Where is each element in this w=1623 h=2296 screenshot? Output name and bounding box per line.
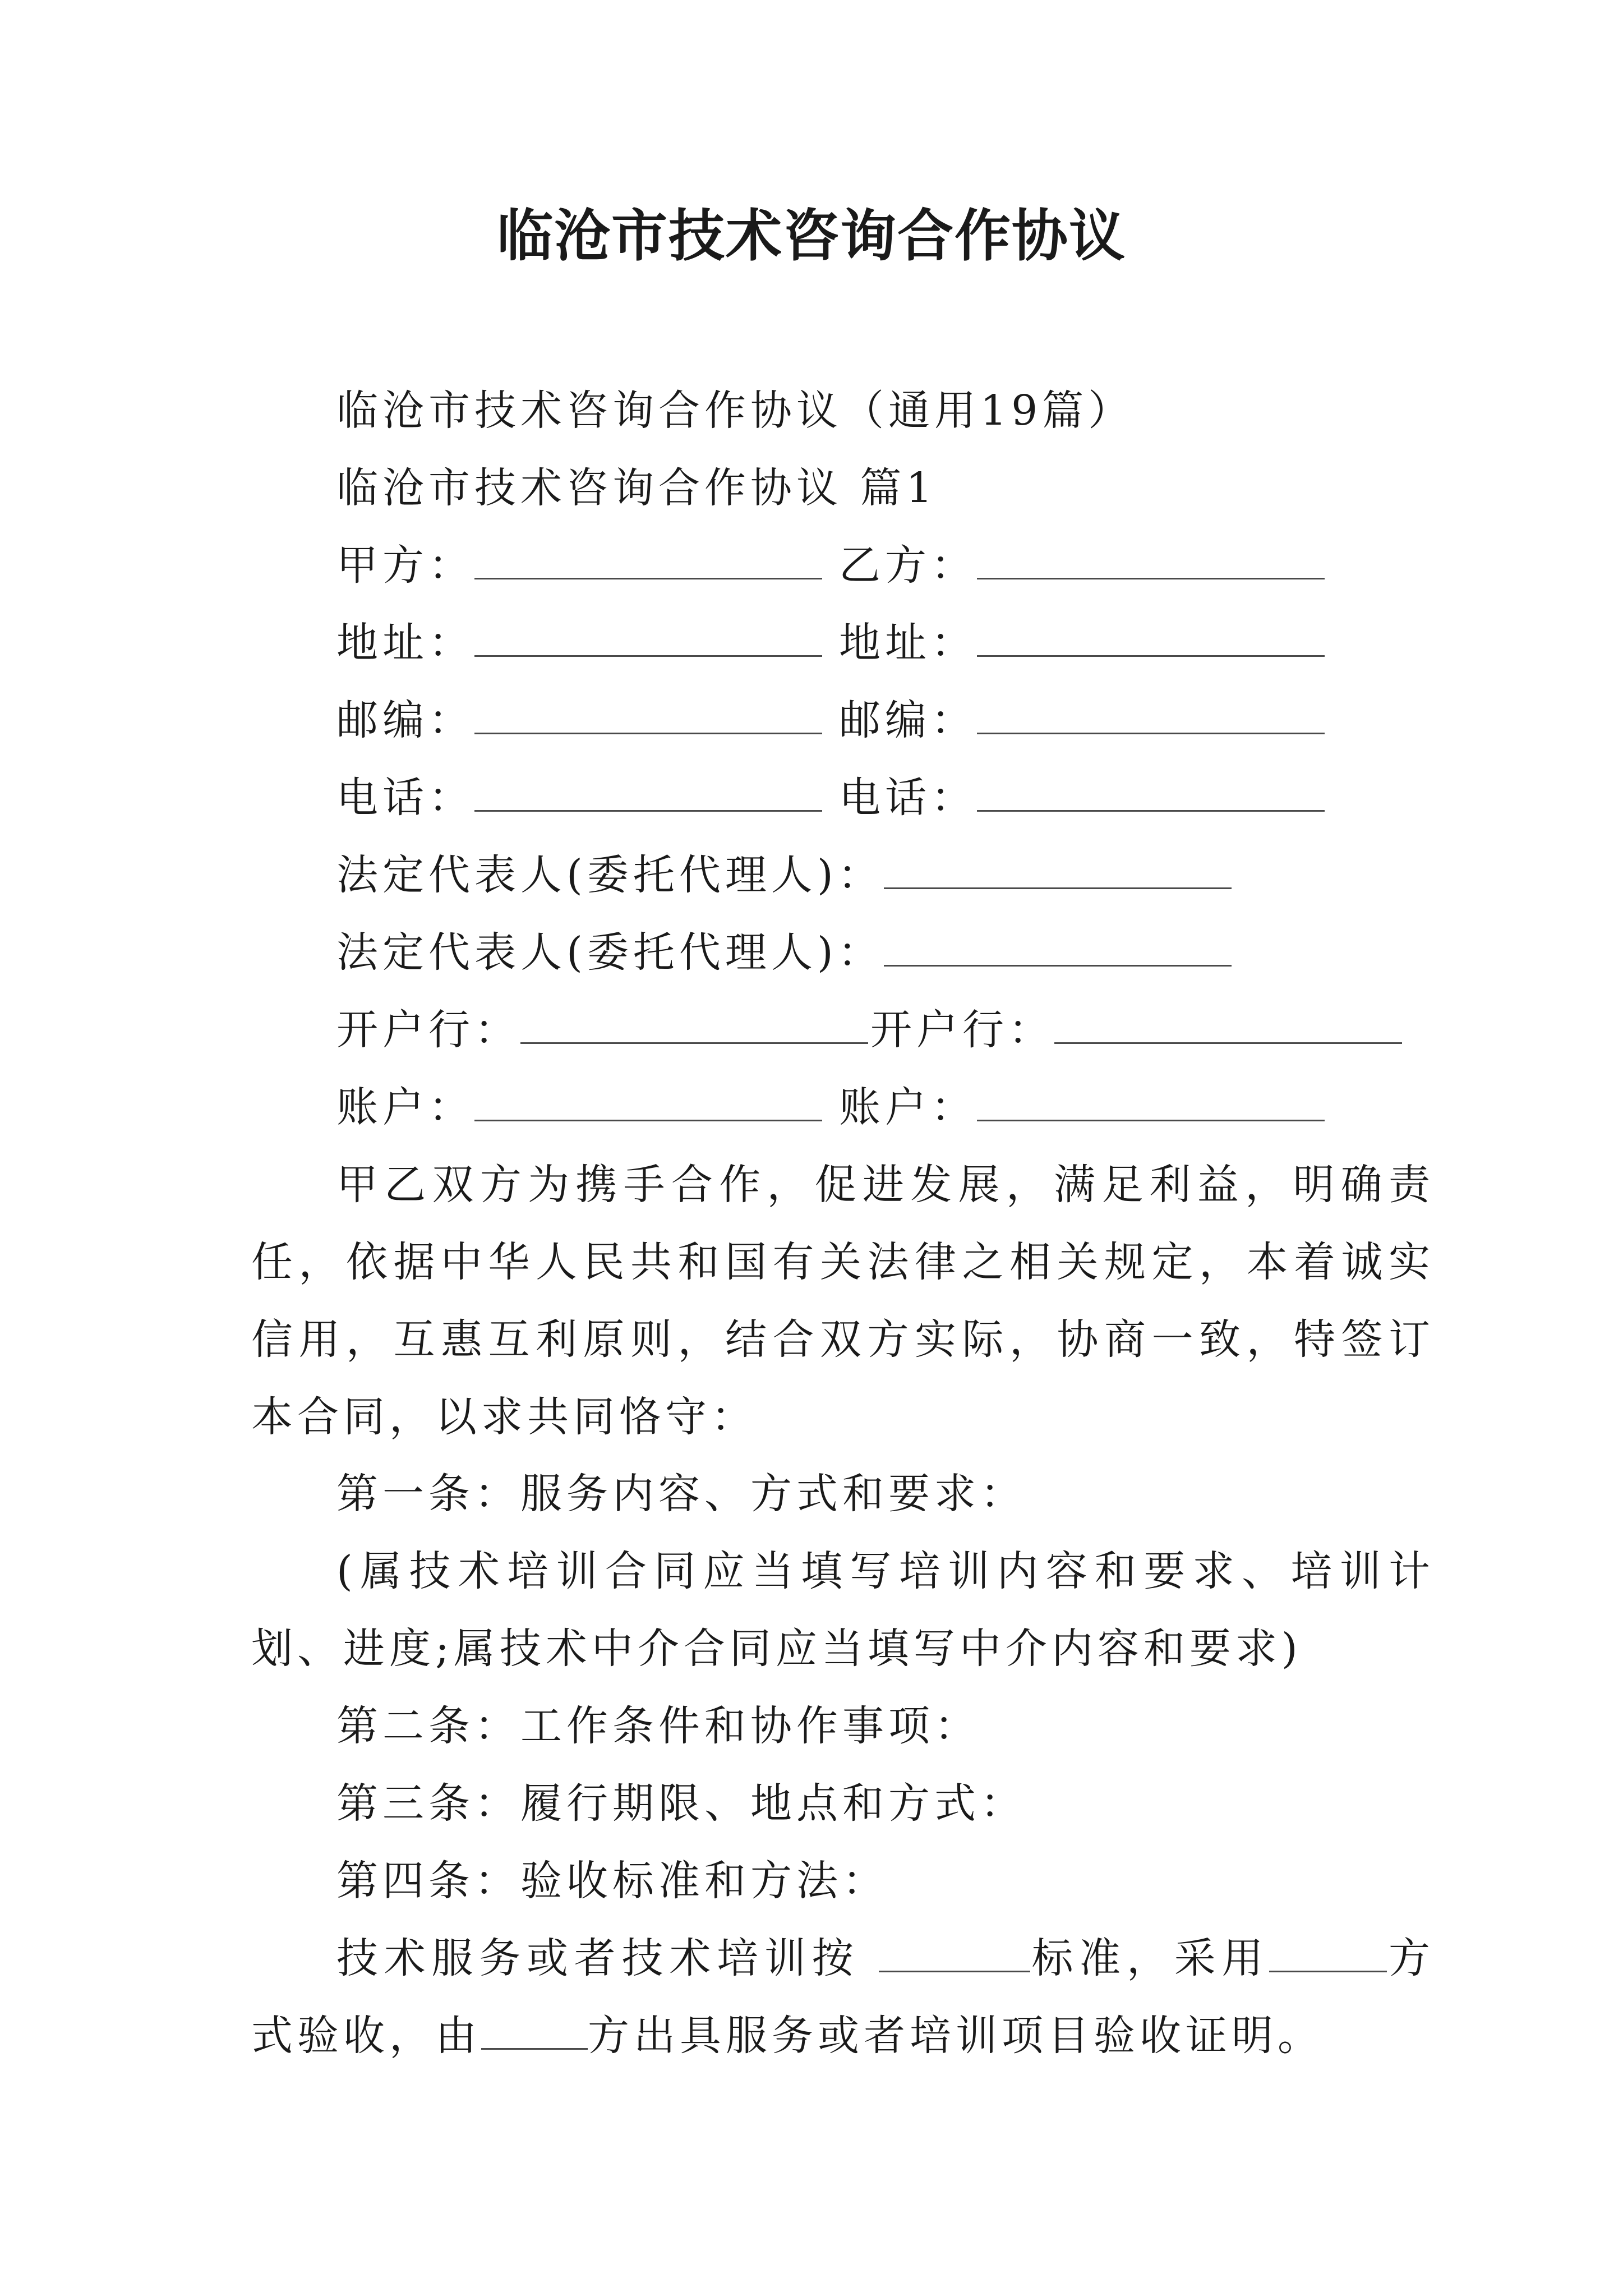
phone-b-label: 电话： <box>839 774 977 822</box>
address-a-field <box>336 615 822 671</box>
legal-rep-b-blank <box>884 930 1232 967</box>
article-4: 第四条：验收标准和方法： <box>336 1857 888 1905</box>
party-a-blank <box>474 543 822 579</box>
bank-b-label: 开户行： <box>870 1006 1054 1054</box>
acceptance-party-blank <box>481 2013 588 2050</box>
bank-b-field <box>870 1002 1402 1058</box>
address-b-blank <box>977 620 1325 657</box>
address-a-label: 地址： <box>336 619 474 667</box>
bank-a-label: 开户行： <box>336 1006 520 1054</box>
party-a-field <box>336 537 822 593</box>
acceptance-paragraph <box>251 1920 1435 2074</box>
postcode-a-field <box>336 692 822 748</box>
phone-a-field <box>336 770 822 826</box>
address-b-field <box>839 615 1325 671</box>
acceptance-text-1: 技术服务或者技术培训按 <box>336 1934 860 1982</box>
acceptance-method-blank <box>1269 1936 1387 1972</box>
postcode-a-label: 邮编： <box>336 696 474 744</box>
acceptance-text-4: 方出具服务或者培训项目验收证明。 <box>588 2012 1324 2060</box>
intro-paragraph: 甲乙双方为携手合作，促进发展，满足利益，明确责任，依据中华人民共和国有关法律之相关规定，本着诚实信用，互惠互利原则，结合双方实际，协商一致，特签订本合同，以求共同恪守： <box>251 1161 1435 1441</box>
legal-rep-b-label: 法定代表人(委托代理人)： <box>336 928 884 977</box>
account-b-field <box>839 1079 1325 1135</box>
address-b-label: 地址： <box>839 619 977 667</box>
postcode-b-blank <box>977 698 1325 734</box>
acceptance-text-2: 标准，采用 <box>1030 1934 1270 1982</box>
account-b-label: 账户： <box>839 1083 977 1131</box>
legal-rep-a-field <box>336 847 1232 903</box>
account-a-label: 账户： <box>336 1083 474 1131</box>
party-a-label: 甲方： <box>336 541 474 590</box>
acceptance-standard-blank <box>879 1936 1030 1972</box>
phone-b-blank <box>977 775 1325 812</box>
bank-a-blank <box>520 1007 868 1044</box>
phone-a-blank <box>474 775 822 812</box>
document-subtitle: 临沧市技术咨询合作协议（通用19篇） <box>336 386 1135 435</box>
postcode-b-field <box>839 692 1325 748</box>
postcode-b-label: 邮编： <box>839 696 977 744</box>
acceptance-text-3: 方式验收，由 <box>251 1934 1435 2060</box>
account-b-blank <box>977 1085 1325 1121</box>
account-a-field <box>336 1079 822 1135</box>
address-a-blank <box>474 620 822 657</box>
phone-a-label: 电话： <box>336 774 474 822</box>
section-heading: 临沧市技术咨询合作协议 篇1 <box>336 464 937 512</box>
article-2: 第二条：工作条件和协作事项： <box>336 1702 980 1750</box>
article-3: 第三条：履行期限、地点和方式： <box>336 1779 1026 1828</box>
party-b-field <box>839 537 1325 593</box>
party-b-blank <box>977 543 1325 579</box>
legal-rep-a-label: 法定代表人(委托代理人)： <box>336 851 884 899</box>
article-1-note: (属技术培训合同应当填写培训内容和要求、培训计划、进度;属技术中介合同应当填写中介内容和要求) <box>251 1547 1435 1673</box>
account-a-blank <box>474 1085 822 1121</box>
bank-a-field <box>336 1002 868 1058</box>
postcode-a-blank <box>474 698 822 734</box>
article-1: 第一条：服务内容、方式和要求： <box>336 1470 1026 1518</box>
party-b-label: 乙方： <box>839 541 977 590</box>
document-title: 临沧市技术咨询合作协议 <box>497 203 1126 269</box>
legal-rep-a-blank <box>884 853 1232 889</box>
phone-b-field <box>839 770 1325 826</box>
legal-rep-b-field <box>336 924 1232 981</box>
bank-b-blank <box>1054 1007 1402 1044</box>
